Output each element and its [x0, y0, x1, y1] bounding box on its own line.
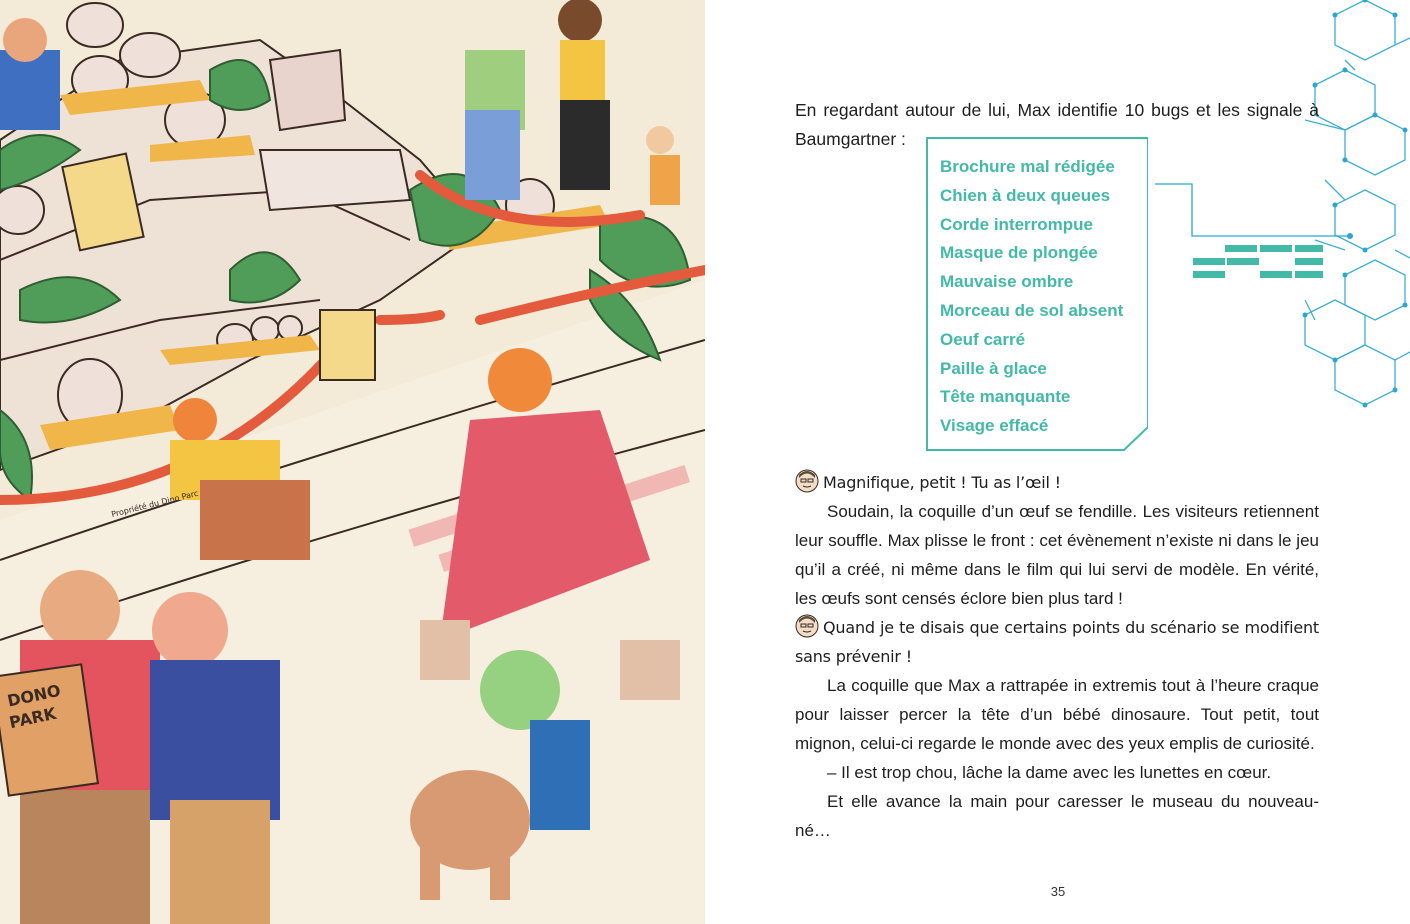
intro-paragraph: En regardant autour de lui, Max identifie 10 bugs et les signale à Baumgartner :: [795, 100, 1319, 149]
park-sign-line1: DONO: [5, 680, 63, 711]
bug-list: [940, 153, 1123, 441]
bug-item: Morceau de sol absent: [940, 300, 1124, 320]
dialogue-text: Magnifique, petit ! Tu as l’œil !: [823, 473, 1061, 492]
bug-item: Oeuf carré: [940, 329, 1026, 349]
text-page: [705, 0, 1410, 924]
data-bars-decoration: [1193, 245, 1323, 278]
bug-item: Paille à glace: [940, 358, 1047, 378]
bug-item: Brochure mal rédigée: [940, 157, 1115, 176]
bug-item: Masque de plongée: [940, 243, 1098, 263]
bug-list-box: [926, 137, 1148, 451]
narration-paragraph: – Il est trop chou, lâche la dame avec les lunettes en cœur.: [827, 763, 1272, 782]
baumgartner-avatar-icon: [795, 469, 819, 493]
dialogue-line-1: [795, 468, 1319, 497]
dialogue-line-2: [795, 613, 1319, 671]
narration-paragraph: Soudain, la coquille d’un œuf se fendille. Les visiteurs retiennent leur souffle. Max plisse le front : cet évènement n’existe ni dans le jeu qu’il a créé, ni même dans le film qui lui servi de modèle. En vérité, les œufs sont censés éclore bien plus tard !: [795, 502, 1319, 608]
bug-item: Visage effacé: [940, 416, 1049, 436]
ground-sign-text: Propriété du Dino Parc: [110, 488, 200, 520]
narration-paragraph: La coquille que Max a rattrapée in extremis tout à l’heure craque pour laisser percer la tête d’un bébé dinosaure. Tout petit, tout mignon, celui-ci regarde le monde avec des yeux emplis de curiosité.: [795, 676, 1319, 753]
baumgartner-avatar-icon: [795, 614, 819, 638]
bug-item: Tête manquante: [940, 387, 1071, 407]
park-sign-line2: PARK: [7, 703, 58, 733]
page-number: 35: [1050, 884, 1066, 899]
bug-item: Chien à deux queues: [940, 185, 1111, 205]
narration-paragraph: Et elle avance la main pour caresser le museau du nouveau-né…: [795, 792, 1319, 840]
dialogue-text: Quand je te disais que certains points du scénario se modifient sans prévenir !: [795, 618, 1319, 666]
bug-item: Corde interrompue: [940, 214, 1094, 234]
bug-item: Mauvaise ombre: [940, 272, 1074, 292]
story-text: [795, 468, 1319, 845]
